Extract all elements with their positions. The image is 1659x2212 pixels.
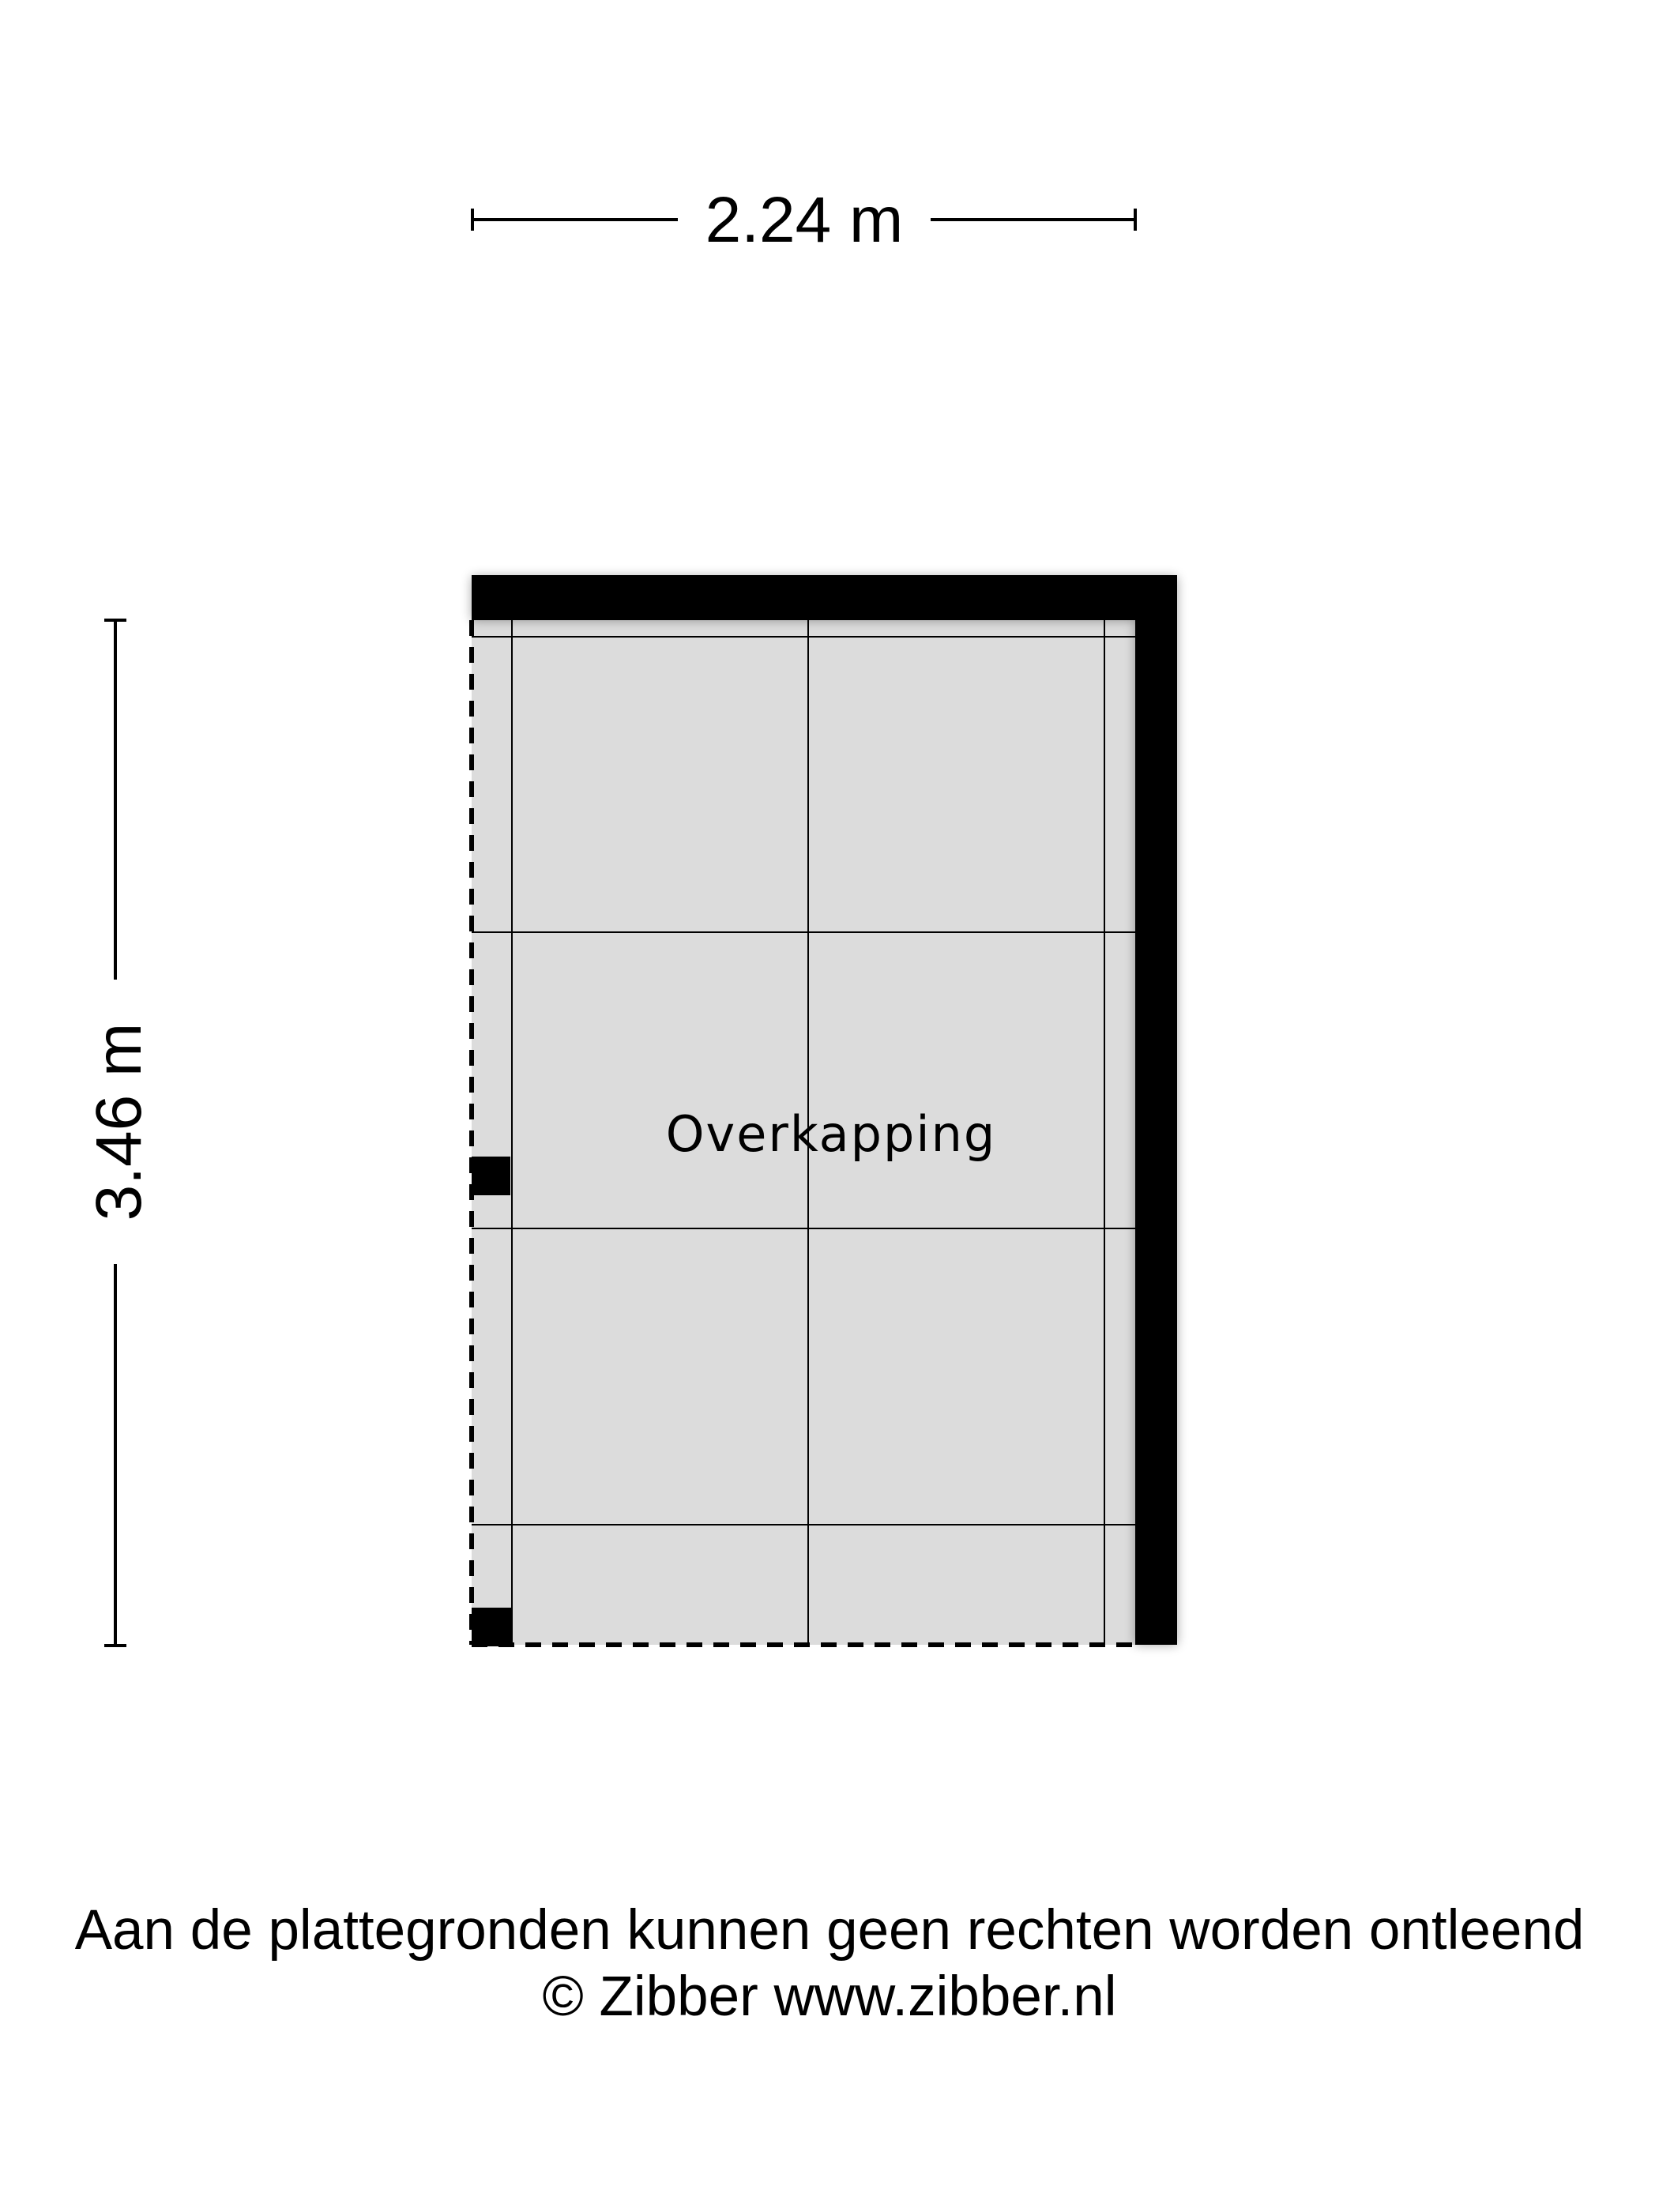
wall-top: [472, 575, 1177, 620]
support-post: [472, 1157, 510, 1195]
depth-dimension: [83, 620, 155, 1646]
wall-right: [1135, 575, 1177, 1645]
support-post: [472, 1608, 513, 1646]
width-dimension: [472, 184, 1135, 256]
room-label: Overkapping: [665, 1105, 997, 1163]
disclaimer-text: Aan de plattegronden kunnen geen rechten worden ontleend: [74, 1899, 1585, 1962]
depth-dimension-label: 3.46 m: [83, 1022, 155, 1221]
width-dimension-label: 2.24 m: [705, 184, 904, 256]
copyright-text: © Zibber www.zibber.nl: [542, 1966, 1117, 2028]
